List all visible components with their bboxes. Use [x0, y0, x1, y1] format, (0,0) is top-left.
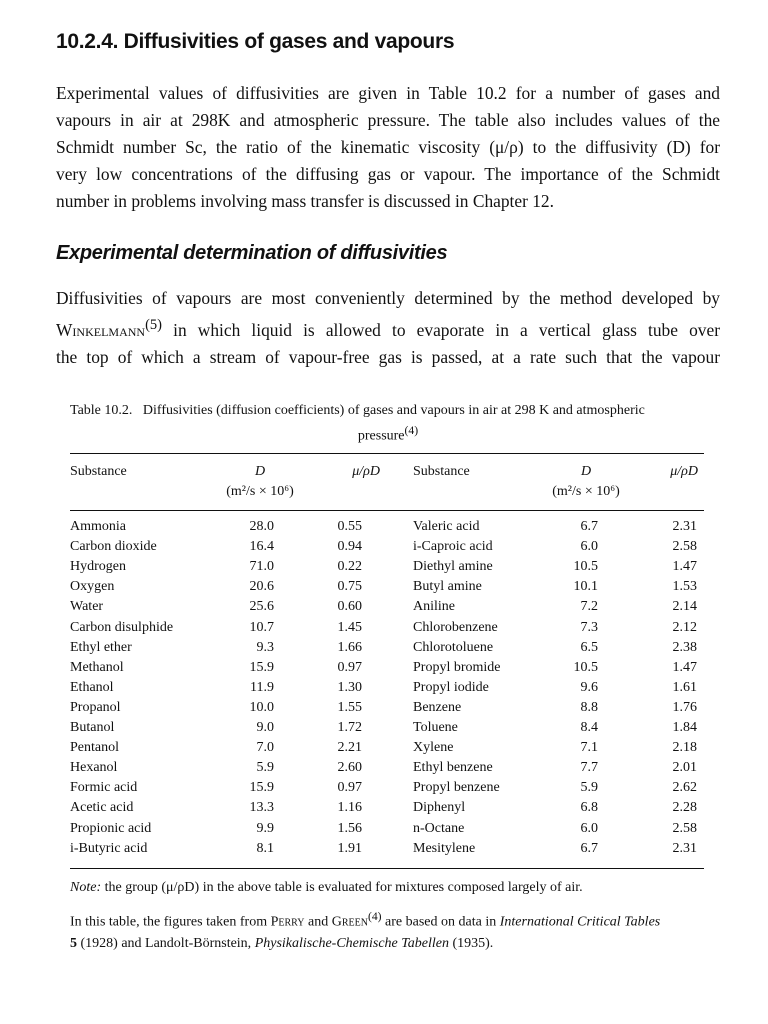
header-d-symbol: D — [254, 464, 266, 479]
cell-schmidt: 1.91 — [337, 840, 362, 856]
paragraph-line: Experimental values of diffusivities are given in Table 10.2 for a number of gases and — [56, 83, 720, 103]
paragraph-experimental-method — [56, 285, 720, 371]
cell-schmidt: 1.45 — [337, 619, 362, 635]
reference-number: (5) — [145, 317, 162, 333]
reference-number: (4) — [367, 910, 382, 923]
cell-diffusivity: 15.9 — [249, 659, 274, 675]
cell-schmidt: 1.72 — [337, 720, 362, 735]
paragraph-line: the top of which a stream of vapour-free gas is passed, at a rate such that the vapour — [56, 346, 720, 367]
cell-diffusivity: 10.1 — [573, 579, 598, 595]
table-top-rule — [70, 453, 704, 454]
header-d-symbol: D — [580, 464, 592, 479]
cell-substance: Propyl iodide — [413, 679, 489, 695]
cell-substance: Water — [70, 599, 104, 615]
line-text: in which liquid is allowed to evaporate in a vertical glass tube over — [162, 319, 720, 340]
table-caption — [70, 401, 706, 447]
cell-substance: Xylene — [413, 740, 454, 756]
cell-diffusivity: 9.0 — [256, 720, 274, 735]
paragraph-diffusivities-intro — [56, 80, 720, 215]
header-d-right — [531, 462, 641, 502]
paragraph-line — [56, 312, 720, 344]
cell-substance: Ethanol — [70, 679, 114, 695]
header-schmidt-left — [318, 462, 380, 482]
cell-schmidt: 1.55 — [337, 699, 362, 715]
paragraph-line: Diffusivities of vapours are most conveniently determined by the method developed by — [56, 288, 720, 308]
cell-substance: Mesitylene — [413, 840, 476, 856]
cell-substance: Hydrogen — [70, 559, 126, 575]
cell-diffusivity: 16.4 — [249, 539, 274, 555]
cell-diffusivity: 15.9 — [249, 780, 274, 796]
cell-schmidt: 1.61 — [672, 679, 697, 695]
cell-schmidt: 2.58 — [672, 539, 697, 555]
cell-schmidt: 2.31 — [672, 519, 697, 534]
table-source-note — [70, 906, 710, 954]
cell-diffusivity: 8.4 — [580, 720, 598, 735]
paragraph-line: Schmidt number Sc, the ratio of the kinematic viscosity (μ/ρ) to the diffusivity (D) for — [56, 137, 720, 157]
cell-diffusivity: 13.3 — [249, 800, 274, 816]
header-schmidt-right — [640, 462, 698, 482]
cell-schmidt: 0.94 — [337, 539, 362, 555]
table-bottom-rule — [70, 868, 704, 869]
cell-diffusivity: 7.7 — [580, 760, 598, 776]
note-text: and — [304, 914, 332, 930]
cell-schmidt: 2.60 — [337, 760, 362, 776]
cell-schmidt: 0.60 — [337, 599, 362, 615]
note-text: (1928) and Landolt-Börnstein, — [77, 935, 255, 951]
cell-schmidt: 2.28 — [672, 800, 697, 816]
cell-schmidt: 2.14 — [672, 599, 697, 615]
cell-substance: Ethyl benzene — [413, 760, 493, 776]
cell-schmidt: 1.76 — [672, 699, 697, 715]
cell-diffusivity: 7.3 — [580, 619, 598, 635]
cell-substance: Diphenyl — [413, 800, 466, 816]
paragraph-line: very low concentrations of the diffusing gas or vapour. The importance of the Schmidt — [56, 164, 720, 184]
cell-diffusivity: 7.1 — [580, 740, 598, 756]
cell-schmidt: 2.18 — [672, 740, 697, 756]
book-title: Physikalische-Chemische Tabellen — [254, 935, 449, 951]
cell-substance: n-Octane — [413, 820, 465, 836]
cell-diffusivity: 6.0 — [580, 820, 598, 836]
reference-number: (4) — [404, 424, 419, 437]
cell-substance: Diethyl amine — [413, 559, 493, 575]
cell-schmidt: 2.58 — [672, 820, 697, 836]
note-text: the group (μ/ρD) in the above table is evaluated for mixtures composed largely of air. — [101, 880, 583, 895]
cell-schmidt: 2.21 — [337, 740, 362, 756]
cell-schmidt: 2.12 — [672, 619, 697, 635]
table-caption-cont: pressure — [357, 428, 405, 444]
cell-diffusivity: 11.9 — [250, 679, 274, 695]
header-d-units: (m²/s × 10⁶) — [226, 484, 294, 499]
cell-substance: Ethyl ether — [70, 639, 132, 655]
subsection-heading: Experimental determination of diffusivities — [56, 242, 448, 264]
cell-substance: Propyl benzene — [413, 780, 500, 796]
cell-schmidt: 1.16 — [337, 800, 362, 816]
cell-substance: Butanol — [70, 720, 115, 735]
cell-schmidt: 2.01 — [672, 760, 697, 776]
cell-diffusivity: 6.5 — [580, 639, 598, 655]
note-label: Note: — [70, 880, 102, 895]
table-note — [70, 877, 710, 898]
cell-substance: Propionic acid — [70, 820, 152, 836]
cell-diffusivity: 10.0 — [249, 699, 274, 715]
cell-schmidt: 1.84 — [672, 720, 697, 735]
cell-diffusivity: 9.3 — [256, 639, 274, 655]
cell-diffusivity: 10.5 — [573, 559, 598, 575]
cell-substance: Acetic acid — [70, 800, 134, 816]
cell-diffusivity: 6.8 — [580, 800, 598, 816]
cell-substance: Pentanol — [70, 740, 119, 756]
cell-diffusivity: 20.6 — [249, 579, 274, 595]
cell-substance: i-Butyric acid — [70, 840, 148, 856]
cell-schmidt: 0.22 — [337, 559, 362, 575]
schmidt-symbol: μ/ρD — [352, 464, 380, 479]
cell-schmidt: 1.66 — [337, 639, 362, 655]
cell-diffusivity: 28.0 — [249, 519, 274, 534]
table-label: Table 10.2. — [70, 403, 133, 418]
cell-substance: Formic acid — [70, 780, 138, 796]
cell-schmidt: 0.97 — [337, 780, 362, 796]
cell-diffusivity: 71.0 — [249, 559, 274, 575]
cell-diffusivity: 8.8 — [580, 699, 598, 715]
section-heading: 10.2.4. Diffusivities of gases and vapours — [56, 30, 455, 53]
header-d-left — [205, 462, 315, 502]
cell-substance: Methanol — [70, 659, 124, 675]
schmidt-symbol: μ/ρD — [670, 464, 698, 479]
cell-diffusivity: 5.9 — [256, 760, 274, 776]
cell-schmidt: 1.47 — [672, 559, 697, 575]
cell-schmidt: 0.97 — [337, 659, 362, 675]
cell-diffusivity: 10.7 — [249, 619, 274, 635]
author-name: Winkelmann — [56, 319, 146, 340]
paragraph-line: vapours in air at 298K and atmospheric pressure. The table also includes values of the — [56, 110, 720, 130]
paragraph-line: number in problems involving mass transfer is discussed in Chapter 12. — [56, 191, 554, 211]
cell-diffusivity: 6.7 — [580, 519, 598, 534]
cell-substance: Butyl amine — [413, 579, 482, 595]
cell-substance: Hexanol — [70, 760, 118, 776]
note-text: are based on data in — [381, 914, 500, 930]
cell-diffusivity: 9.6 — [580, 679, 598, 695]
cell-substance: Ammonia — [70, 519, 126, 534]
cell-diffusivity: 7.0 — [256, 740, 274, 756]
cell-diffusivity: 6.0 — [580, 539, 598, 555]
book-title: International Critical Tables — [499, 914, 661, 930]
table-header-rule — [70, 510, 704, 511]
cell-schmidt: 2.38 — [672, 639, 697, 655]
cell-diffusivity: 6.7 — [580, 840, 598, 856]
note-text: In this table, the figures taken from — [70, 914, 271, 930]
cell-diffusivity: 9.9 — [256, 820, 274, 836]
cell-substance: Propanol — [70, 699, 121, 715]
cell-substance: Benzene — [413, 699, 462, 715]
cell-substance: Propyl bromide — [413, 659, 501, 675]
cell-diffusivity: 25.6 — [249, 599, 274, 615]
cell-schmidt: 0.75 — [337, 579, 362, 595]
cell-substance: Toluene — [413, 720, 458, 735]
cell-substance: Valeric acid — [413, 519, 480, 534]
cell-substance: Aniline — [413, 599, 455, 615]
cell-schmidt: 0.55 — [337, 519, 362, 534]
cell-diffusivity: 8.1 — [256, 840, 274, 856]
cell-schmidt: 1.53 — [672, 579, 697, 595]
cell-diffusivity: 10.5 — [573, 659, 598, 675]
cell-schmidt: 1.56 — [337, 820, 362, 836]
cell-substance: Oxygen — [70, 579, 115, 595]
table-caption-text: Diffusivities (diffusion coefficients) of gases and vapours in air at 298 K and atmospheric — [142, 403, 645, 418]
author-name: Green — [331, 914, 368, 930]
volume-number: 5 — [70, 935, 77, 951]
cell-substance: Carbon disulphide — [70, 619, 174, 635]
cell-substance: i-Caproic acid — [413, 539, 493, 555]
cell-diffusivity: 7.2 — [580, 599, 598, 615]
cell-substance: Carbon dioxide — [70, 539, 157, 555]
note-text: (1935). — [448, 935, 494, 951]
header-substance-right: Substance — [413, 464, 470, 479]
cell-schmidt: 1.30 — [337, 679, 362, 695]
cell-schmidt: 1.47 — [672, 659, 697, 675]
cell-substance: Chlorobenzene — [413, 619, 498, 635]
cell-substance: Chlorotoluene — [413, 639, 494, 655]
cell-schmidt: 2.62 — [672, 780, 697, 796]
author-name: Perry — [270, 914, 305, 930]
cell-schmidt: 2.31 — [672, 840, 697, 856]
header-d-units: (m²/s × 10⁶) — [552, 484, 620, 499]
header-substance-left: Substance — [70, 464, 127, 479]
cell-diffusivity: 5.9 — [580, 780, 598, 796]
